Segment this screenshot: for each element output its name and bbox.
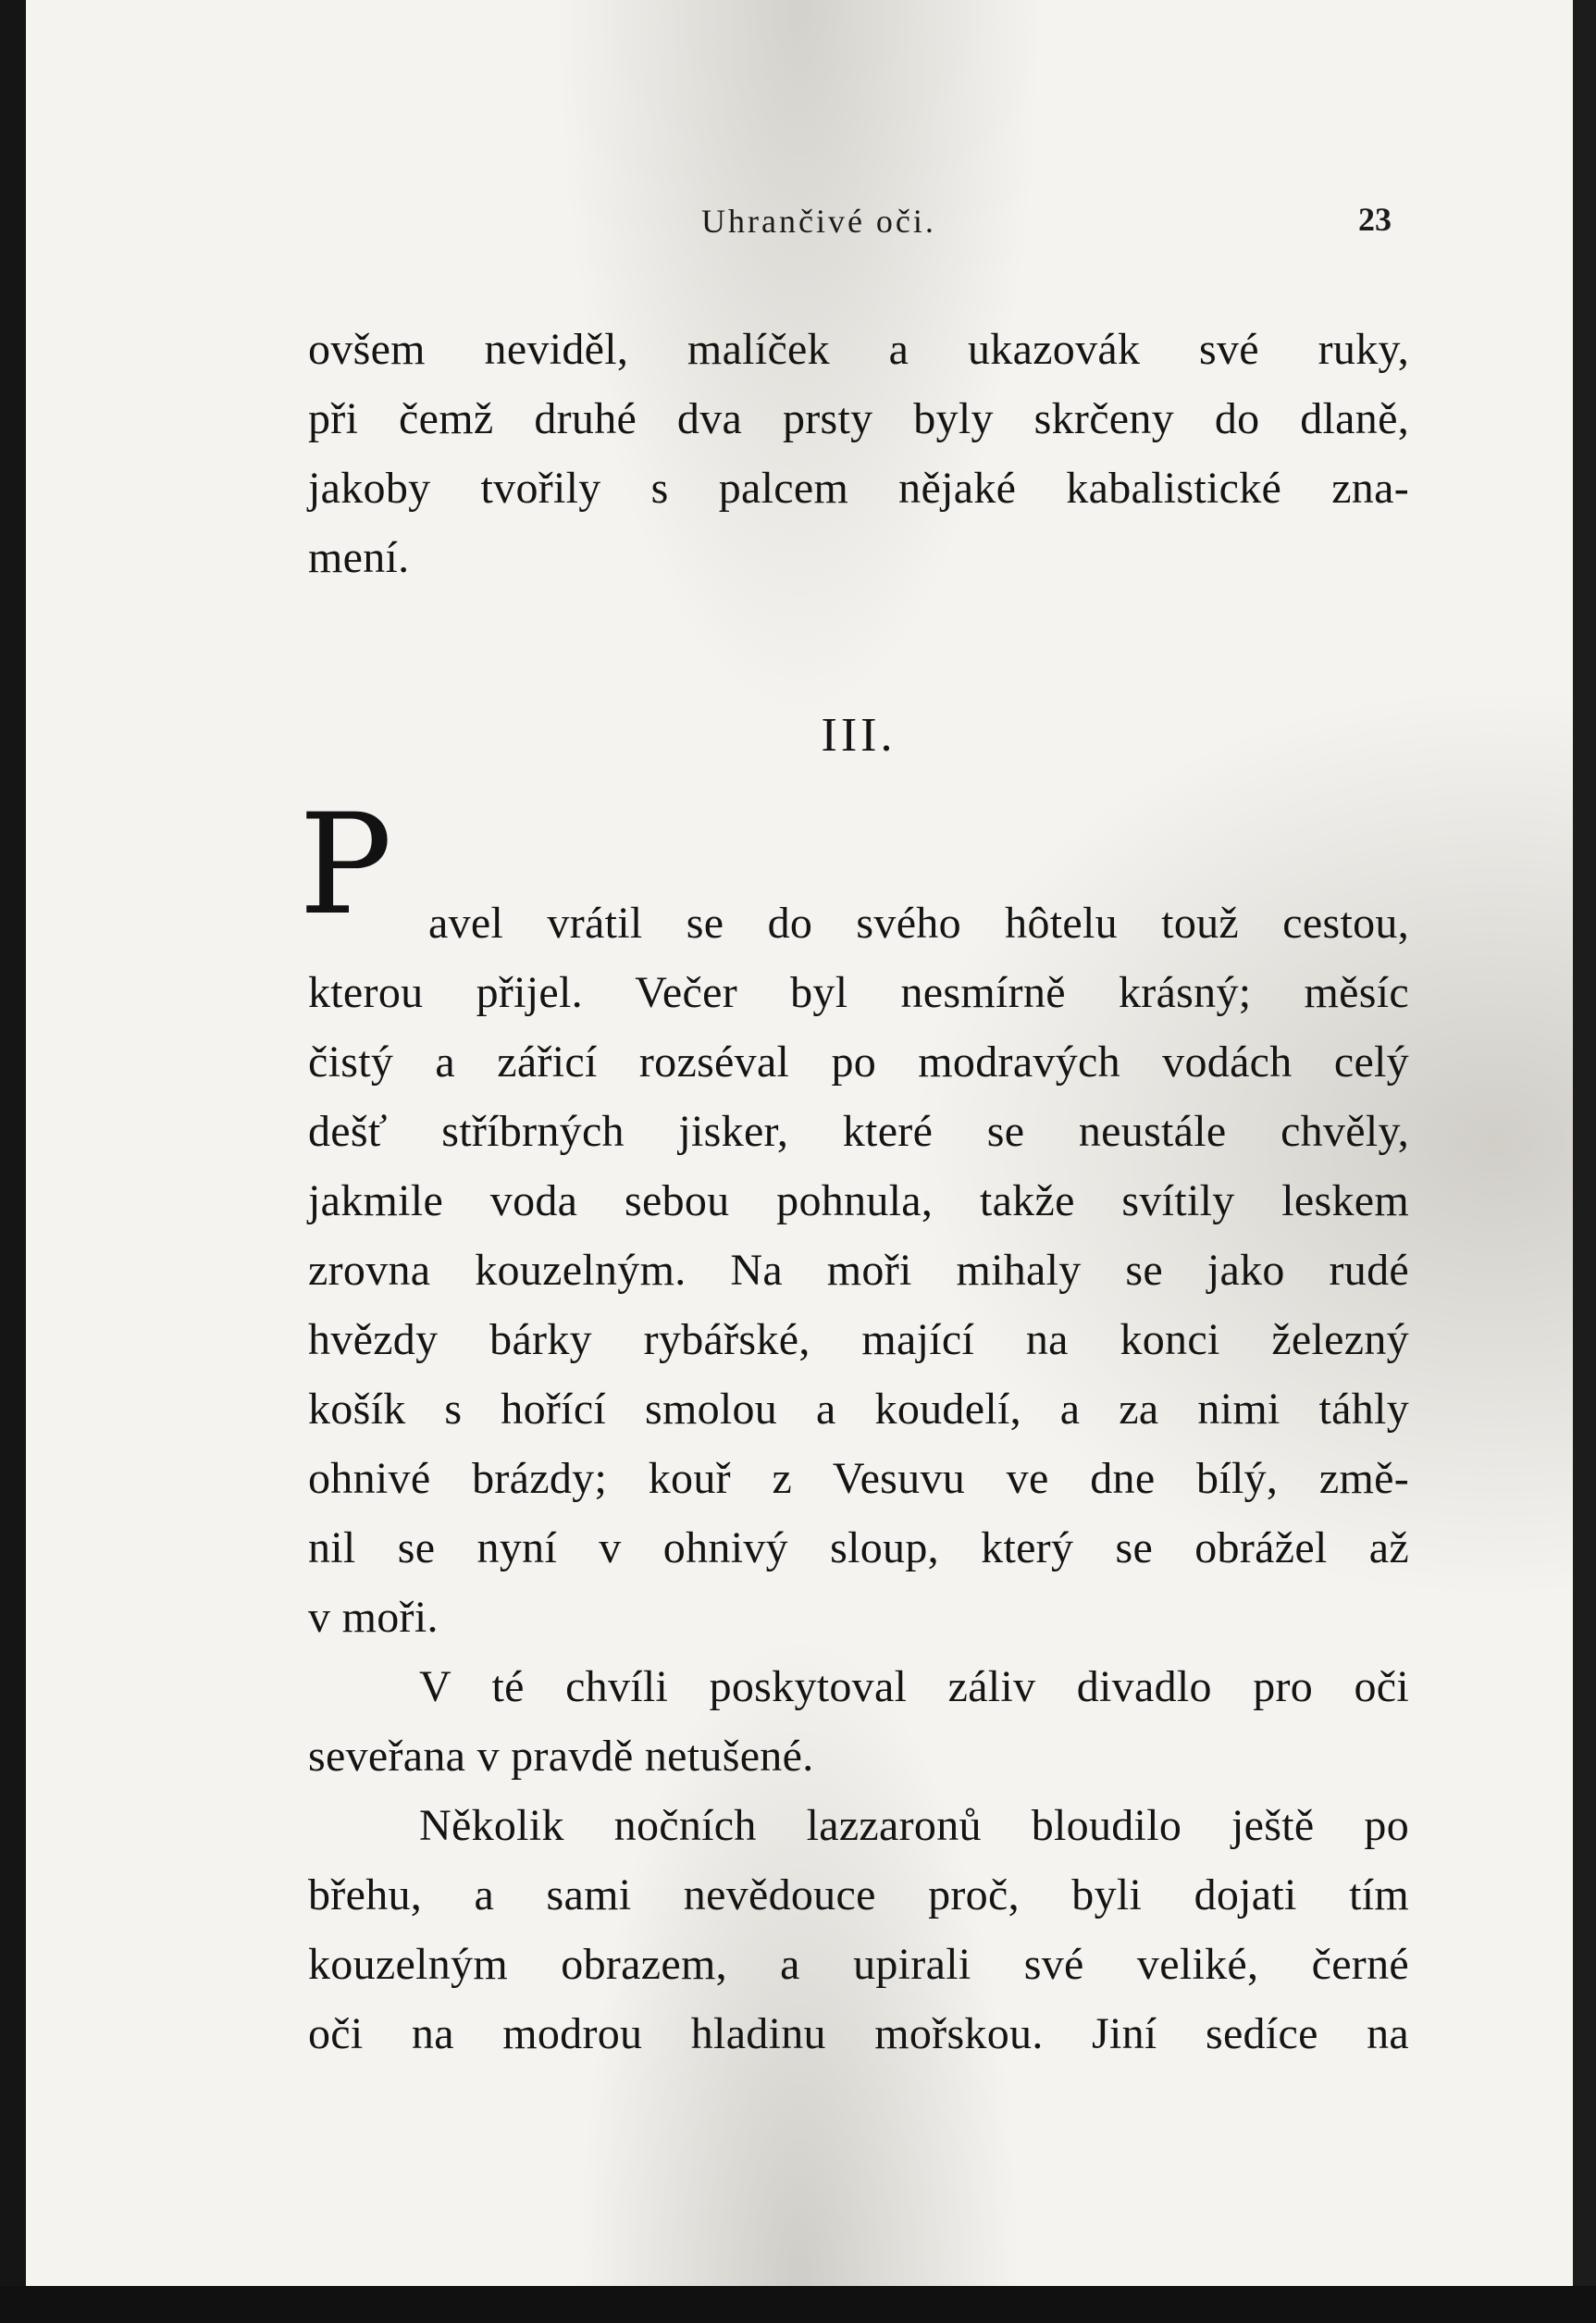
text-line: V té chvíli poskytoval záliv divadlo pro oči xyxy=(419,1662,1409,1711)
chapter-number: III. xyxy=(821,709,897,762)
text-line: nil se nyní v ohnivý sloup, který se obrážel až xyxy=(308,1523,1409,1572)
text-line: zrovna kouzelným. Na moři mihaly se jako rudé xyxy=(308,1246,1409,1295)
binding-edge xyxy=(0,0,26,2323)
right-page-edge xyxy=(1573,0,1596,2323)
paragraph xyxy=(308,1791,1409,2068)
text-line: Několik nočních lazzaronů bloudilo ještě po xyxy=(419,1801,1409,1850)
text-block xyxy=(299,315,1409,2058)
text-line: košík s hořící smolou a koudelí, a za nimi táhly xyxy=(308,1385,1409,1434)
page-number: 23 xyxy=(1358,201,1392,238)
text-line: mení. xyxy=(308,533,410,582)
text-line: seveřana v pravdě netušené. xyxy=(308,1732,814,1781)
running-title: Uhrančivé oči. xyxy=(701,203,936,240)
book-page xyxy=(26,0,1573,2286)
text-line: břehu, a sami nevědouce proč, byli dojati tím xyxy=(308,1870,1409,1919)
paragraph xyxy=(308,1652,1409,1791)
paragraph xyxy=(308,888,1409,1652)
text-line: kterou přijel. Večer byl nesmírně krásný; měsíc xyxy=(308,968,1409,1017)
text-line: v moři. xyxy=(308,1593,439,1642)
carryover-paragraph xyxy=(308,315,1409,592)
text-line: ohnivé brázdy; kouř z Vesuvu ve dne bílý, změ- xyxy=(308,1454,1409,1503)
text-line: čistý a zářicí rozséval po modravých vodách celý xyxy=(308,1037,1409,1087)
text-line: jakmile voda sebou pohnula, takže svítily leskem xyxy=(308,1176,1409,1225)
text-line: kouzelným obrazem, a upirali své veliké, černé xyxy=(308,1940,1409,1989)
text-line: oči na modrou hladinu mořskou. Jiní sedíce na xyxy=(308,2009,1409,2058)
text-line: při čemž druhé dva prsty byly skrčeny do dlaně, xyxy=(308,394,1409,443)
text-line: ovšem neviděl, malíček a ukazovák své ruky, xyxy=(308,325,1409,374)
text-line: hvězdy bárky rybářské, mající na konci železný xyxy=(308,1315,1409,1364)
text-line: dešť stříbrných jisker, které se neustále chvěly, xyxy=(308,1107,1409,1156)
text-line: jakoby tvořily s palcem nějaké kabalistické zna- xyxy=(308,464,1409,513)
drop-cap: P xyxy=(299,785,392,946)
bottom-page-edge xyxy=(0,2286,1596,2323)
text-line: avel vrátil se do svého hôtelu touž cestou, xyxy=(428,899,1409,948)
chapter-body xyxy=(308,888,1409,2068)
